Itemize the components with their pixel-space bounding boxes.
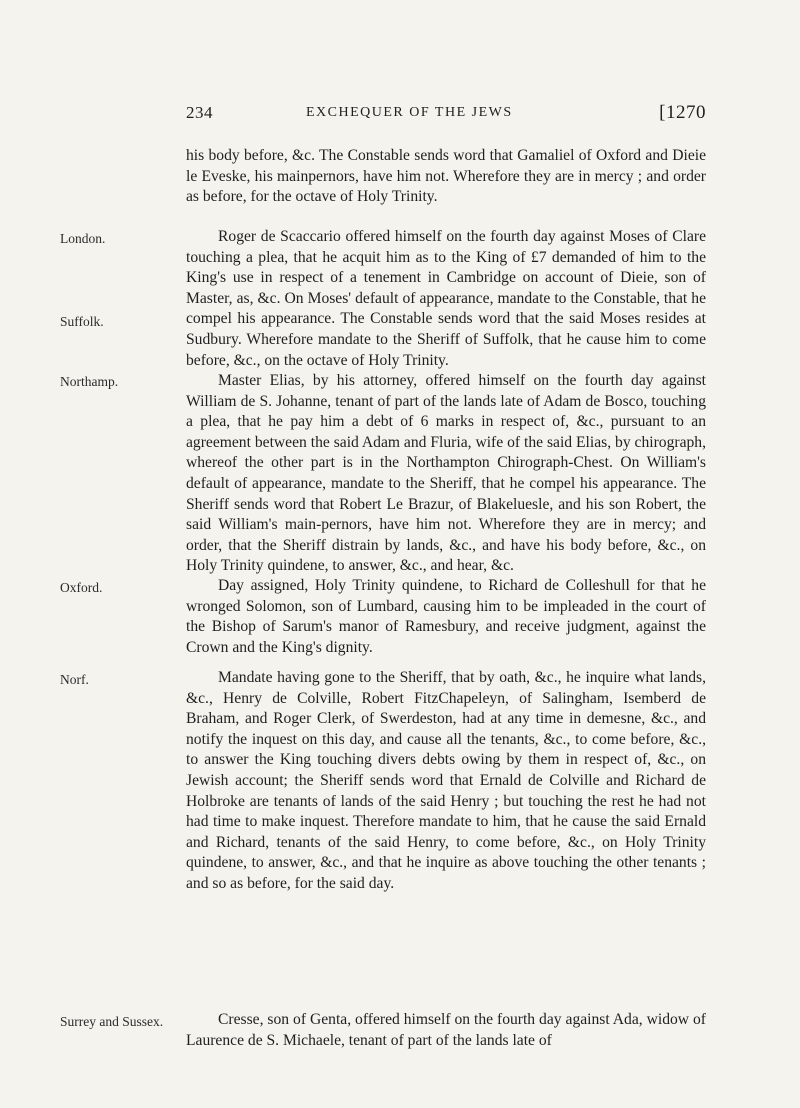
paragraph: Master Elias, by his attorney, offered himself on the fourth day against William de S. Johanne, tenant of part of the lands late of Adam de Bosco, touching a plea, that he pay him a debt of 6 marks in respect of, &c., pursuant to an agreement between the said Adam and Fluria, wife of the said Elias, by chirograph, whereof the other part is in the Northampton Chirograph-Chest. On William's default of appearance, mandate to the Sheriff, that he compel his appearance. The Sheriff sends word that Robert Le Brazur, of Blakeluesle, and his son Robert, the said William's main-pernors, have him not. Wherefore they are in mercy; and order, that the Sheriff distrain by lands, &c., and have his body before, &c., on Holy Trinity quindene, to answer, &c., and hear, &c.	[186, 372, 706, 575]
paragraph: Cresse, son of Genta, offered himself on the fourth day against Ada, widow of Laurence de S. Michaele, tenant of part of the lands late of	[186, 1011, 706, 1049]
paragraph: Day assigned, Holy Trinity quindene, to Richard de Colleshull for that he wronged Solomon, son of Lumbard, causing him to be impleaded in the court of the Bishop of Sarum's manor of Ramesbury, and receive judgment, against the Crown and the King's dignity.	[186, 577, 706, 656]
margin-note-surrey-sussex: Surrey and Sussex.	[60, 1014, 164, 1029]
margin-note-london: London.	[60, 231, 106, 246]
paragraph: Roger de Scaccario offered himself on the fourth day against Moses of Clare touching a plea, that he acquit him as to the King of £7 demanded of him to the King's use in respect of a tenement in Cambridge on account of Dieie, son of Master, as, &c. On Moses' default of appearance, mandate to the Constable, that he compel his appearance. The Constable sends word that the said Moses resides at Sudbury. Wherefore mandate to the Sheriff of Suffolk, that he cause him to come before, &c., on the octave of Holy Trinity.	[186, 228, 706, 369]
page-header	[186, 103, 706, 129]
margin-note-norfolk: Norf.	[60, 672, 89, 687]
year-marker: [1270	[659, 102, 706, 123]
paragraph: his body before, &c. The Constable sends word that Gamaliel of Oxford and Dieie le Eveske, his mainpernors, have him not. Wherefore they are in mercy ; and order as before, for the octave of Holy Trinity.	[186, 147, 706, 206]
margin-note-oxford: Oxford.	[60, 580, 103, 595]
paragraph: Mandate having gone to the Sheriff, that by oath, &c., he inquire what lands, &c., Henry de Colville, Robert FitzChapeleyn, of Salingham, Isemberd de Braham, and Roger Clerk, of Swerdeston, had at any time in demesne, &c., and notify the inquest on this day, and cause all the tenants, &c., to come before, &c., to answer the King touching divers debts owing by them in respect of, &c., on Jewish account; the Sheriff sends word that Ernald de Colville and Richard de Holbroke are tenants of lands of the said Henry ; but touching the rest he had not had time to make inquest. Therefore mandate to him, that he cause the said Ernald and Richard, tenants of the said Henry, to come before, &c., on Holy Trinity quindene, to answer, &c., and that he inquire as above touching the other tenants ; and so as before, for the said day.	[186, 669, 706, 892]
running-title: EXCHEQUER OF THE JEWS	[306, 105, 513, 120]
margin-note-northampton: Northamp.	[60, 374, 119, 389]
margin-note-suffolk: Suffolk.	[60, 314, 104, 329]
page-number: 234	[186, 103, 213, 122]
